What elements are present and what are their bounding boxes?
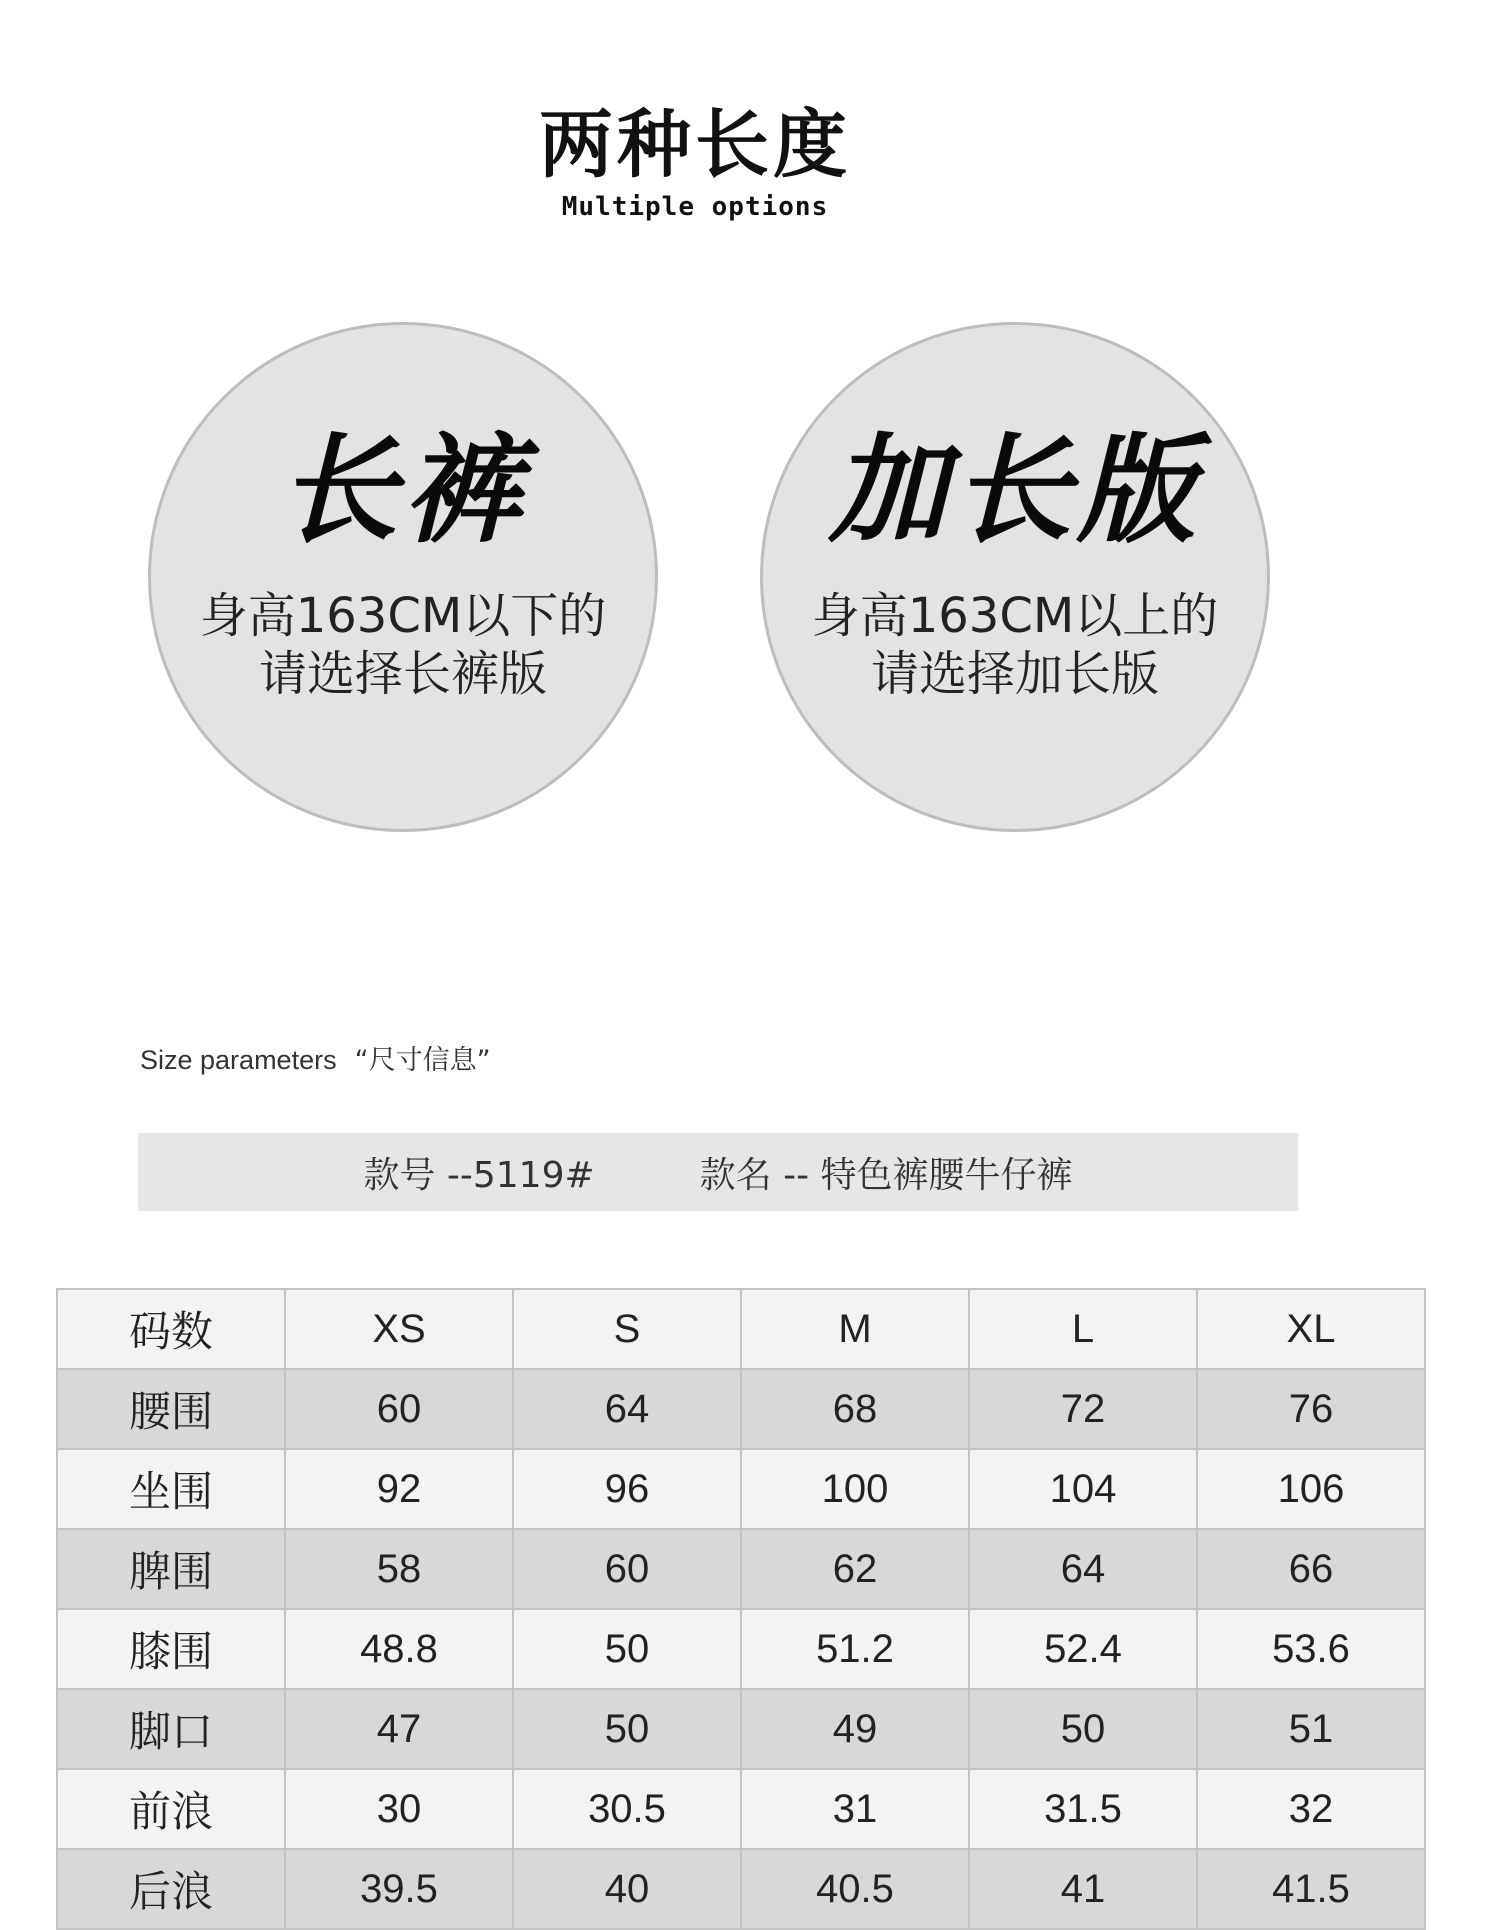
table-cell: 48.8 [285, 1609, 513, 1689]
page-title: 两种长度 [539, 102, 851, 188]
table-row-label: 脾围 [57, 1529, 285, 1609]
table-row-label: 脚口 [57, 1689, 285, 1769]
table-cell: S [513, 1289, 741, 1369]
style-number: 款号 --5119# [363, 1154, 595, 1196]
table-cell: 40.5 [741, 1849, 969, 1929]
size-table [56, 1288, 1426, 1930]
table-row-label: 后浪 [57, 1849, 285, 1929]
style-info-bar [138, 1133, 1298, 1211]
page-heading [0, 100, 1390, 222]
table-cell: XS [285, 1289, 513, 1369]
table-row [57, 1849, 1425, 1929]
table-cell: 41.5 [1197, 1849, 1425, 1929]
page-subtitle: Multiple options [561, 192, 829, 222]
table-cell: 62 [741, 1529, 969, 1609]
table-cell: 68 [741, 1369, 969, 1449]
table-cell: L [969, 1289, 1197, 1369]
table-cell: 104 [969, 1449, 1197, 1529]
option-circle-extended [760, 322, 1270, 832]
table-cell: 32 [1197, 1769, 1425, 1849]
table-cell: 47 [285, 1689, 513, 1769]
table-cell: 50 [513, 1689, 741, 1769]
table-cell: 49 [741, 1689, 969, 1769]
option-desc-line1: 身高163CM以上的 [811, 588, 1219, 644]
table-header-row [57, 1289, 1425, 1369]
table-row-label: 码数 [57, 1289, 285, 1369]
table-cell: 64 [969, 1529, 1197, 1609]
option-description [763, 587, 1267, 703]
table-cell: 66 [1197, 1529, 1425, 1609]
table-cell: 30.5 [513, 1769, 741, 1849]
option-circle-long-pants [148, 322, 658, 832]
option-desc-line1: 身高163CM以下的 [199, 588, 607, 644]
table-cell: 76 [1197, 1369, 1425, 1449]
style-name: 款名 -- 特色裤腰牛仔裤 [699, 1154, 1073, 1196]
table-cell: 31.5 [969, 1769, 1197, 1849]
table-cell: 30 [285, 1769, 513, 1849]
table-cell: 100 [741, 1449, 969, 1529]
option-desc-line2: 请选择加长版 [870, 646, 1159, 702]
table-row [57, 1369, 1425, 1449]
table-cell: 51.2 [741, 1609, 969, 1689]
option-name: 长裤 [278, 421, 527, 559]
table-row-label: 前浪 [57, 1769, 285, 1849]
size-label-cn: “尺寸信息” [354, 1045, 491, 1076]
option-name: 加长版 [828, 421, 1201, 559]
size-parameters-label [140, 1038, 491, 1077]
table-cell: 53.6 [1197, 1609, 1425, 1689]
table-cell: XL [1197, 1289, 1425, 1369]
option-description [151, 587, 655, 703]
table-row [57, 1689, 1425, 1769]
table-cell: 31 [741, 1769, 969, 1849]
table-cell: M [741, 1289, 969, 1369]
table-cell: 41 [969, 1849, 1197, 1929]
table-row [57, 1609, 1425, 1689]
table-row-label: 坐围 [57, 1449, 285, 1529]
table-row-label: 膝围 [57, 1609, 285, 1689]
table-cell: 39.5 [285, 1849, 513, 1929]
table-cell: 64 [513, 1369, 741, 1449]
table-row [57, 1529, 1425, 1609]
table-cell: 58 [285, 1529, 513, 1609]
table-cell: 60 [285, 1369, 513, 1449]
size-label-en: Size parameters [140, 1045, 337, 1075]
table-cell: 51 [1197, 1689, 1425, 1769]
table-cell: 50 [969, 1689, 1197, 1769]
table-row [57, 1449, 1425, 1529]
table-cell: 40 [513, 1849, 741, 1929]
table-cell: 52.4 [969, 1609, 1197, 1689]
table-cell: 60 [513, 1529, 741, 1609]
table-cell: 96 [513, 1449, 741, 1529]
option-desc-line2: 请选择长裤版 [258, 646, 547, 702]
table-row [57, 1769, 1425, 1849]
table-cell: 92 [285, 1449, 513, 1529]
table-cell: 50 [513, 1609, 741, 1689]
table-cell: 72 [969, 1369, 1197, 1449]
table-cell: 106 [1197, 1449, 1425, 1529]
table-row-label: 腰围 [57, 1369, 285, 1449]
